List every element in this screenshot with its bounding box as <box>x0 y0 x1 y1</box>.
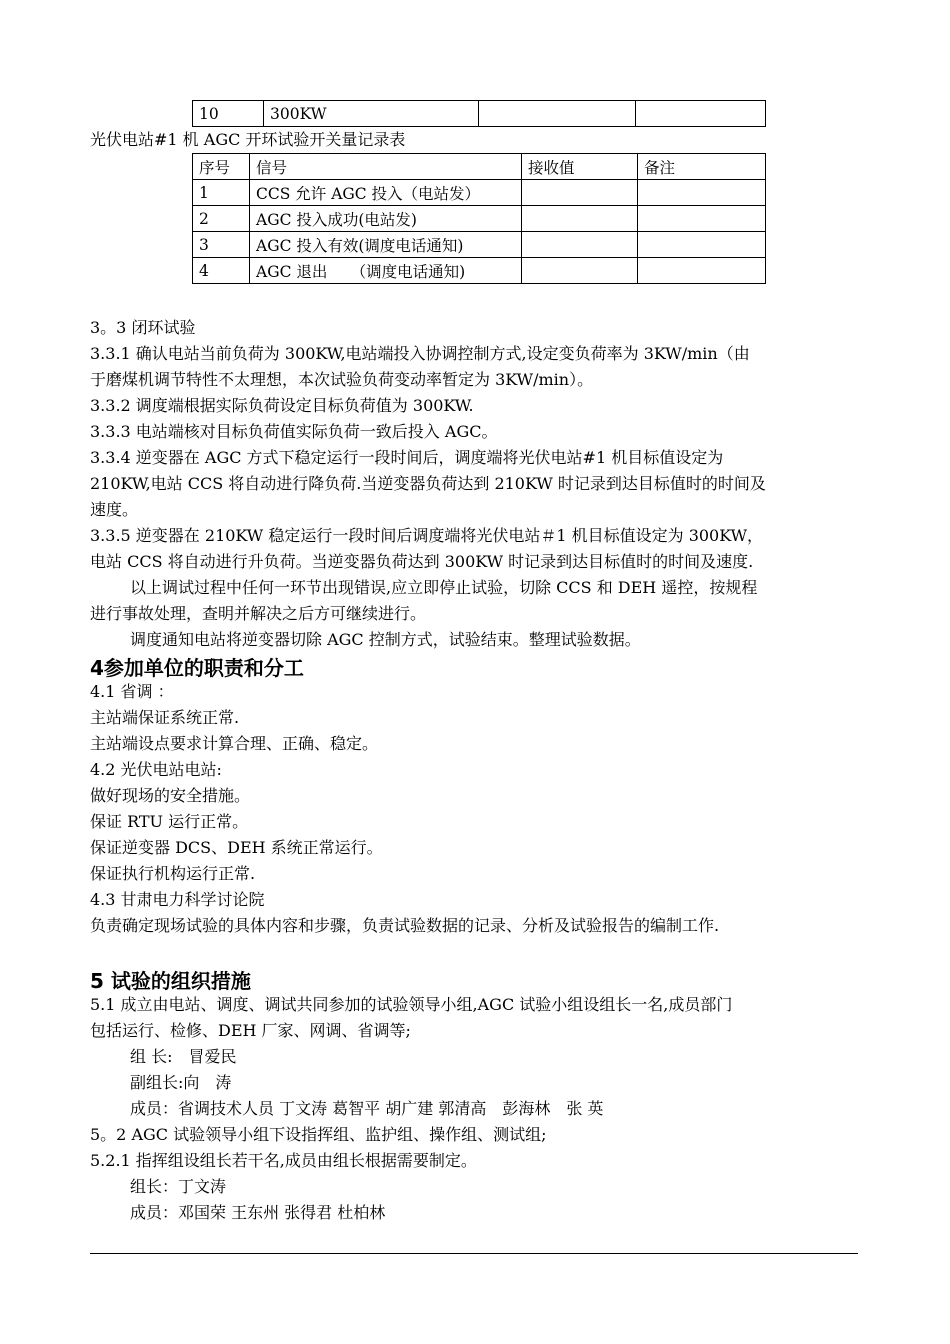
table-cell <box>638 232 766 258</box>
paragraph-line: 3.3.2 调度端根据实际负荷设定目标负荷值为 300KW. <box>90 396 474 415</box>
table-row <box>193 258 766 284</box>
table-row <box>193 101 766 127</box>
table-row <box>193 206 766 232</box>
table-cell: 10 <box>193 101 264 127</box>
table-row <box>193 180 766 206</box>
table-cell <box>522 206 638 232</box>
table-cell: AGC 投入有效(调度电话通知) <box>250 232 522 258</box>
paragraph-line: 3.3.4 逆变器在 AGC 方式下稳定运行一段时间后，调度端将光伏电站#1 机目标值设定为 <box>90 448 724 467</box>
table-cell <box>522 258 638 284</box>
table-cell: 300KW <box>264 101 479 127</box>
section-heading-4: 4参加单位的职责和分工 <box>90 656 304 680</box>
column-header: 备注 <box>638 154 766 180</box>
column-header: 序号 <box>193 154 250 180</box>
subsection-heading: 4.1 省调 ： <box>90 682 174 701</box>
paragraph-line: 成员：邓国荣 王东州 张得君 杜柏林 <box>130 1203 386 1222</box>
paragraph-line: 5.2.1 指挥组设组长若干名,成员由组长根据需要制定。 <box>90 1151 477 1170</box>
table-cell: AGC 退出 （调度电话通知) <box>250 258 522 284</box>
paragraph-line: 主站端保证系统正常. <box>90 708 240 727</box>
table-cell: 3 <box>193 232 250 258</box>
table-caption: 光伏电站#1 机 AGC 开环试验开关量记录表 <box>90 130 406 149</box>
paragraph-line: 保证 RTU 运行正常。 <box>90 812 249 831</box>
table-cell: CCS 允许 AGC 投入（电站发） <box>250 180 522 206</box>
table-continued <box>192 100 766 127</box>
paragraph-line: 负责确定现场试验的具体内容和步骤，负责试验数据的记录、分析及试验报告的编制工作. <box>90 916 720 935</box>
table-cell <box>638 180 766 206</box>
section-heading-3-3: 3。3 闭环试验 <box>90 318 196 337</box>
table-row <box>193 232 766 258</box>
section-heading-5: 5 试验的组织措施 <box>90 969 251 993</box>
table-cell <box>638 258 766 284</box>
table-cell <box>479 101 636 127</box>
paragraph-line: 副组长:向 涛 <box>130 1073 232 1092</box>
table-cell: AGC 投入成功(电站发) <box>250 206 522 232</box>
paragraph-line: 速度。 <box>90 500 139 519</box>
paragraph-line: 210KW,电站 CCS 将自动进行降负荷.当逆变器负荷达到 210KW 时记录到达目标值时的时间及 <box>90 474 766 493</box>
table-cell: 2 <box>193 206 250 232</box>
paragraph-line: 组长：丁文涛 <box>130 1177 227 1196</box>
paragraph-line: 包括运行、检修、DEH 厂家、网调、省调等; <box>90 1021 411 1040</box>
column-header: 信号 <box>250 154 522 180</box>
paragraph-line: 电站 CCS 将自动进行升负荷。当逆变器负荷达到 300KW 时记录到达目标值时的时间及速度. <box>90 552 754 571</box>
table-cell <box>636 101 766 127</box>
paragraph-line: 3.3.5 逆变器在 210KW 稳定运行一段时间后调度端将光伏电站＃1 机目标值设定为 300KW， <box>90 526 764 545</box>
paragraph-line: 调度通知电站将逆变器切除 AGC 控制方式，试验结束。整理试验数据。 <box>130 630 641 649</box>
paragraph-line: 做好现场的安全措施。 <box>90 786 251 805</box>
paragraph-line: 5。2 AGC 试验领导小组下设指挥组、监护组、操作组、测试组; <box>90 1125 547 1144</box>
paragraph-line: 组 长: 冒爱民 <box>130 1047 237 1066</box>
table-cell <box>522 180 638 206</box>
column-header: 接收值 <box>522 154 638 180</box>
table-cell <box>522 232 638 258</box>
paragraph-line: 保证执行机构运行正常. <box>90 864 256 883</box>
paragraph-line: 以上调试过程中任何一环节出现错误,应立即停止试验，切除 CCS 和 DEH 遥控，按规程 <box>130 578 758 597</box>
table-cell: 4 <box>193 258 250 284</box>
subsection-heading: 4.3 甘肃电力科学讨论院 <box>90 890 265 909</box>
subsection-heading: 4.2 光伏电站电站: <box>90 760 222 779</box>
paragraph-line: 3.3.1 确认电站当前负荷为 300KW,电站端投入协调控制方式,设定变负荷率为 3KW/min（由 <box>90 344 750 363</box>
paragraph-line: 3.3.3 电站端核对目标负荷值实际负荷一致后投入 AGC。 <box>90 422 498 441</box>
paragraph-line: 保证逆变器 DCS、DEH 系统正常运行。 <box>90 838 383 857</box>
footer-divider <box>90 1253 858 1254</box>
paragraph-line: 主站端设点要求计算合理、正确、稳定。 <box>90 734 379 753</box>
paragraph-line: 于磨煤机调节特性不太理想，本次试验负荷变动率暂定为 3KW/min）。 <box>90 370 594 389</box>
table-cell: 1 <box>193 180 250 206</box>
signal-record-table <box>192 153 766 284</box>
table-header-row <box>193 154 766 180</box>
paragraph-line: 进行事故处理，查明并解决之后方可继续进行。 <box>90 604 427 623</box>
paragraph-line: 5.1 成立由电站、调度、调试共同参加的试验领导小组,AGC 试验小组设组长一名,成员部门 <box>90 995 733 1014</box>
paragraph-line: 成员：省调技术人员 丁文涛 葛智平 胡广建 郭清高 彭海林 张 英 <box>130 1099 604 1118</box>
table-cell <box>638 206 766 232</box>
